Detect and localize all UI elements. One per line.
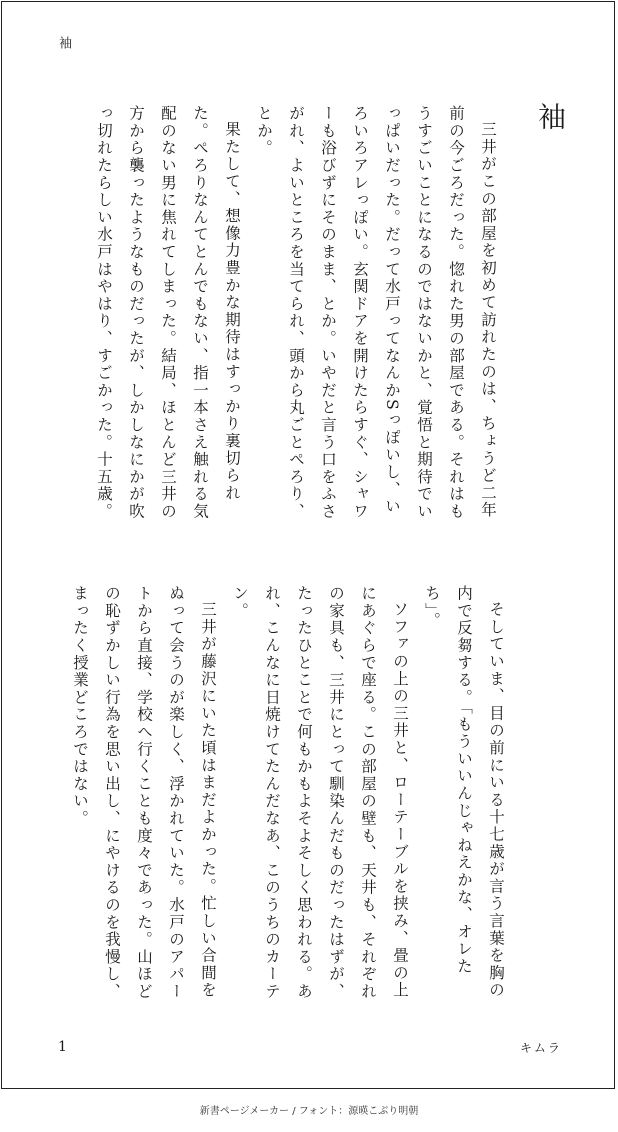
- paragraph: 果たして、想像力豊かな期待はすっかり裏切られた。ぺろりなんてとんでもない、指一本さえ触れる気配のない男に焦れてしまった。結局、ほとんど三井の方から襲ったようなものだったが、しかしなにかが吹っ切れたらしい水戸はやはり、すごかった。十五歳。: [95, 105, 241, 521]
- running-head: 袖: [56, 36, 71, 49]
- text-tier-bottom: [42, 585, 512, 1005]
- paragraph: 三井が藤沢にいた頃はまだよかった。忙しい合間をぬって会うのが楽しく、浮かれていた。水戸のアパートから直接、学校へ行くことも度々であった。山ほどの恥ずかしい行為を思い出し、にやけるのを我慢し、まったく授業どころではない。: [71, 585, 217, 1001]
- page-number: 1: [58, 1039, 67, 1055]
- paragraph: そしていま、目の前にいる十七歳が言う言葉を胸の内で反芻する。「もういいんじゃねえかな、オレたち」。: [423, 585, 505, 999]
- book-page: [1, 1, 615, 1089]
- footer-credit: 新書ページメーカー / フォント：源暎こぶり明朝: [199, 1106, 419, 1117]
- paragraph: 三井がこの部屋を初めて訪れたのは、ちょうど二年前の今ごろだった。惚れた男の部屋である。それはもうすごいことになるのではないかと、覚悟と期待でいっぱいだった。だって水戸ってなんかSっぽいし、いろいろアレっぽい。玄関ドアを開けたらすぐ、シャワーも浴びずにそのまま、とか。いやだと言う口をふさがれ、よいところを当てられ、頭から丸ごとぺろり、とか。: [255, 105, 497, 521]
- author-name: キムラ: [520, 1041, 562, 1055]
- chapter-title: 袖: [534, 102, 567, 130]
- text-tier-top: [44, 105, 504, 525]
- paragraph: ソファの上の三井と、ローテーブルを挟み、畳の上にあぐらで座る。この部屋の壁も、天井も、それぞれの家具も、三井にとって馴染んだものだったはずが、たったひとことで何もかもよそよそしく思われる。あれ、こんなに日焼けてたんだなあ、このうちのカーテン。: [231, 585, 409, 1001]
